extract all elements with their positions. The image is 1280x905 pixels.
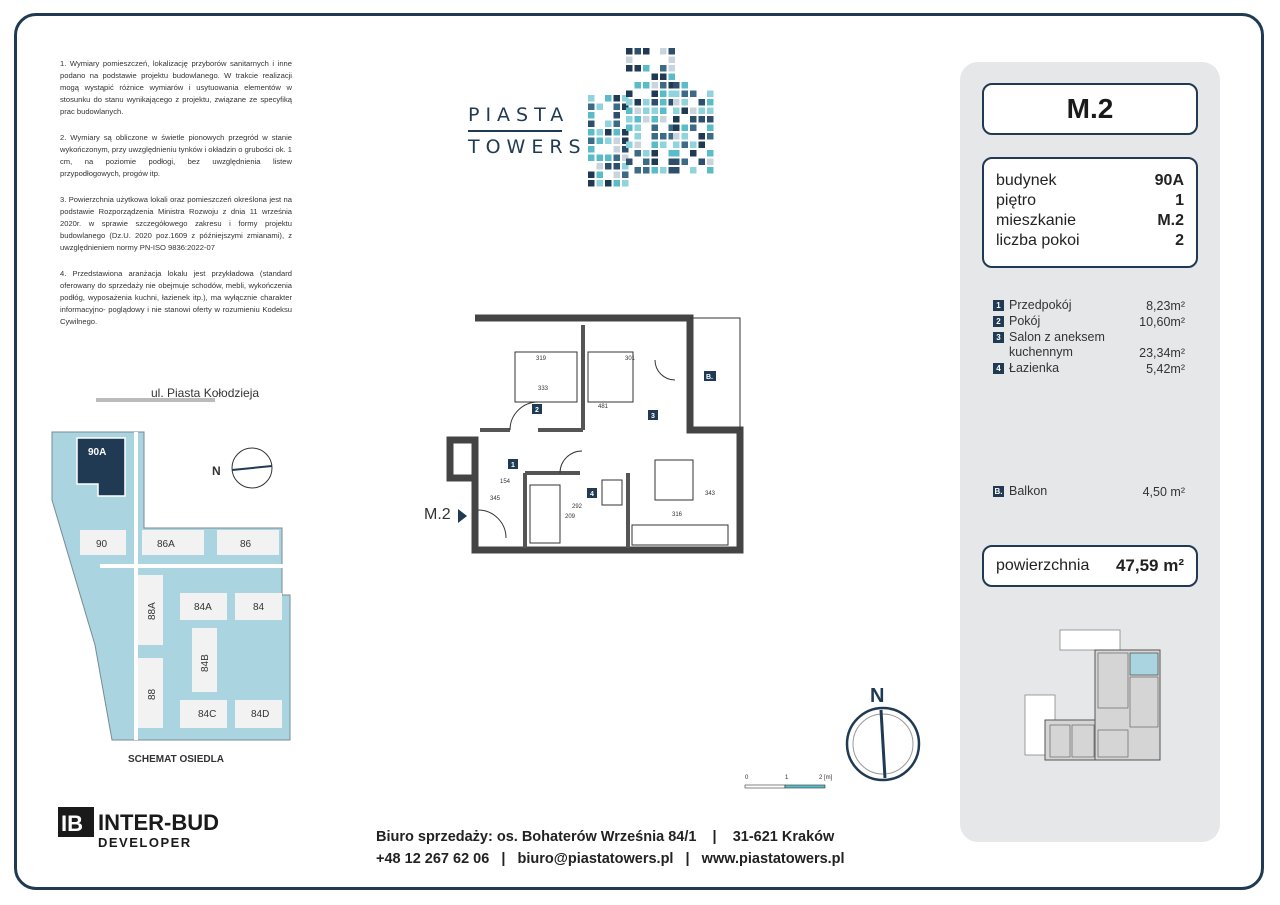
disclaimer-notes [60, 58, 292, 342]
logo-tile [643, 82, 650, 89]
logo-tile [635, 48, 642, 55]
logo-tile [635, 150, 642, 157]
logo-tile [652, 142, 659, 149]
room-number-badge: 2 [993, 316, 1004, 327]
logo-tile [690, 150, 697, 157]
balcony-row [993, 484, 1185, 500]
scale-label: 1 [785, 775, 789, 781]
logo-tile [643, 116, 650, 123]
room-name: Pokój [1009, 314, 1041, 328]
plan-dimension: 154 [500, 479, 511, 485]
plan-dimension: 209 [565, 514, 576, 520]
logo-tile [597, 138, 604, 145]
logo-tile [614, 121, 621, 128]
site-building-label: 84A [194, 602, 212, 613]
logo-tile [682, 108, 689, 115]
logo-tile [673, 133, 680, 140]
logo-tile [588, 112, 595, 119]
room-area: 10,60m² [1139, 315, 1185, 329]
info-label: liczba pokoi [996, 232, 1080, 249]
logo-tile [626, 91, 633, 98]
developer-mark: IB [61, 811, 83, 836]
logo-tile [614, 172, 621, 179]
plan-door-swing [478, 510, 506, 538]
logo-tile [707, 159, 714, 166]
logo-tile [588, 146, 595, 153]
logo-tile [652, 125, 659, 132]
logo-tile [660, 108, 667, 115]
contact-address: Biuro sprzedaży: os. Bohaterów Września 84/1 | 31-621 Kraków [376, 829, 835, 845]
site-building-label: 86 [240, 539, 252, 550]
info-row-floor [996, 191, 1184, 211]
plan-entrance-arrow-icon [458, 509, 467, 523]
contact-info [376, 826, 845, 870]
logo-tile [660, 116, 667, 123]
plan-kitchen-counter [632, 525, 728, 545]
floor-plan [420, 300, 760, 570]
logo-tile [660, 91, 667, 98]
contact-phone-email-web: +48 12 267 62 06 | biuro@piastatowers.pl | www.piastatowers.pl [376, 851, 845, 867]
logo-tile [673, 150, 680, 157]
note-1: 1. Wymiary pomieszczeń, lokalizację przyborów sanitarnych i inne podano na podstawie projektu budowlanego. W trakcie realizacji mogą wystąpić różnice wymiarów i usytuowania elementów w stosunku do stanu wynikającego z projektu, związane ze specyfiką prac budowlanych. [60, 59, 292, 116]
logo-tile [605, 95, 612, 102]
site-building-label: 88 [147, 688, 158, 700]
logo-tile [614, 155, 621, 162]
logo-tile [622, 180, 629, 187]
logo-tile [699, 108, 706, 115]
logo-tile [588, 95, 595, 102]
logo-tile [635, 116, 642, 123]
logo-tile [635, 65, 642, 72]
logo-tile [707, 116, 714, 123]
logo-tile [660, 74, 667, 81]
plan-room-tag: 3 [651, 413, 655, 420]
logo-tile [643, 159, 650, 166]
site-building-label: 84D [251, 709, 270, 720]
room-item [993, 298, 1185, 314]
logo-tile [690, 108, 697, 115]
logo-tile [673, 167, 680, 174]
logo-tile [626, 125, 633, 132]
note-3: 3. Powierzchnia użytkowa lokali oraz pomieszczeń określona jest na podstawie Rozporządzenia Ministra Rozwoju z dnia 11 września 2020r. w sprawie szczegółowego zakresu i formy projektu budowlanego (Dz.U. 2020 poz.1609 z późniejszymi zmianami), z uwzględnieniem normy PN-ISO 9836:2022-07 [60, 195, 292, 252]
logo-tile [673, 159, 680, 166]
logo-tile [635, 142, 642, 149]
logo-tile [643, 48, 650, 55]
logo-tile [660, 48, 667, 55]
developer-logo [58, 805, 248, 857]
logo-tile [682, 142, 689, 149]
site-building-label: 86A [157, 539, 175, 550]
room-item [993, 314, 1185, 330]
info-row-rooms [996, 231, 1184, 251]
plan-dimension: 316 [672, 512, 683, 518]
room-number-badge: 1 [993, 300, 1004, 311]
logo-tile [614, 112, 621, 119]
note-2: 2. Wymiary są obliczone w świetle pionowych przegród w stanie wykończonym, przy uwzględnieniu tynków i okładzin o grubości ok. 1 cm, na poziomie podłogi, bez uwzględnienia listew przypodłogowych, progów itp. [60, 133, 292, 178]
logo-tile [699, 116, 706, 123]
logo-tile [614, 163, 621, 170]
room-list [993, 298, 1185, 377]
logo-tile [669, 74, 676, 81]
logo-tile [673, 108, 680, 115]
site-plan [40, 380, 300, 780]
logo-tile [614, 146, 621, 153]
plan-dimension: 333 [538, 386, 549, 392]
logo-tile [682, 159, 689, 166]
logo-tile [652, 99, 659, 106]
unit-info-box [982, 157, 1198, 268]
logo-tile [690, 91, 697, 98]
site-building-label: 84B [200, 654, 211, 672]
logo-tile [643, 108, 650, 115]
logo-tile [690, 116, 697, 123]
logo-tile [652, 74, 659, 81]
info-row-building [996, 171, 1184, 191]
note-4: 4. Przedstawiona aranżacja lokalu jest przykładowa (standard oferowany do sprzedaży nie obejmuje schodów, mebli, wykończenia podłóg, wyposażenia kuchni, łazienek itp.), ma wyłącznie charakter informacyjno- poglądowy i nie stanowi oferty w rozumieniu Kodeksu Cywilnego. [60, 269, 292, 326]
logo-tile [652, 167, 659, 174]
logo-tile [652, 108, 659, 115]
logo-tile [673, 116, 680, 123]
plan-door-swing [655, 360, 675, 380]
towers-logo-graphic [468, 40, 758, 230]
plan-dimension: 345 [490, 496, 501, 502]
scale-label: 0 [745, 775, 749, 781]
logo-tile [626, 57, 633, 64]
logo-tile [673, 125, 680, 132]
plan-dimension: 319 [536, 356, 547, 362]
developer-subtitle: DEVELOPER [98, 835, 192, 850]
logo-tile [652, 159, 659, 166]
unit-title: M.2 [982, 83, 1198, 135]
plan-room-tag: 2 [535, 407, 539, 414]
info-label: piętro [996, 192, 1037, 209]
balcony-item [993, 484, 1185, 500]
room-name: Salon z aneksem kuchennym [1009, 330, 1105, 359]
logo-tile [614, 129, 621, 136]
room-number-badge: 4 [993, 363, 1004, 374]
info-label: budynek [996, 172, 1057, 189]
logo-tile [635, 125, 642, 132]
logo-tile [622, 172, 629, 179]
logo-tile [605, 180, 612, 187]
logo-tile [682, 99, 689, 106]
plan-dimension: 292 [572, 504, 583, 510]
north-compass-icon [840, 680, 930, 790]
logo-tile [588, 121, 595, 128]
plan-door-swing [560, 451, 582, 473]
logo-tile [614, 104, 621, 111]
logo-tile [707, 150, 714, 157]
logo-tile [673, 82, 680, 89]
logo-tile [699, 142, 706, 149]
plan-dimension: 343 [705, 491, 716, 497]
logo-tile [635, 99, 642, 106]
total-area-box [982, 545, 1198, 587]
brand-line-1: PIASTA [468, 104, 570, 126]
info-row-apartment [996, 211, 1184, 231]
logo-tile [643, 167, 650, 174]
plan-dimension: 301 [625, 356, 636, 362]
info-value: 2 [1175, 232, 1184, 249]
logo-tile [673, 99, 680, 106]
site-building-label: 84C [198, 709, 217, 720]
logo-tile [635, 82, 642, 89]
plan-room-tag: 4 [590, 491, 594, 498]
room-area: 5,42m² [1146, 362, 1185, 376]
plan-room-tag: B. [706, 374, 713, 381]
site-compass-label: N [212, 464, 221, 478]
info-label: mieszkanie [996, 212, 1077, 229]
compass-n-label: N [870, 685, 885, 707]
logo-tile [660, 133, 667, 140]
logo-tile [660, 99, 667, 106]
building-key-plan [1020, 625, 1170, 765]
info-value: M.2 [1157, 212, 1184, 229]
logo-tile [707, 133, 714, 140]
logo-tile [669, 48, 676, 55]
street-name: ul. Piasta Kołodzieja [151, 386, 260, 400]
site-building-label: 88A [147, 602, 158, 620]
logo-tile [707, 167, 714, 174]
logo-tile [588, 180, 595, 187]
logo-tile [673, 142, 680, 149]
logo-tile [626, 48, 633, 55]
scale-label: 2 [m] [819, 775, 833, 781]
logo-tile [614, 138, 621, 145]
logo-tile [652, 150, 659, 157]
logo-tile [635, 133, 642, 140]
logo-tile [682, 133, 689, 140]
room-area: 8,23m² [1146, 299, 1185, 313]
site-plan-title: SCHEMAT OSIEDLA [128, 754, 224, 765]
logo-tile [707, 125, 714, 132]
logo-tile [652, 133, 659, 140]
logo-tile [707, 91, 714, 98]
plan-table [655, 460, 693, 500]
logo-tile [682, 125, 689, 132]
logo-tile [626, 116, 633, 123]
balcony-area: 4,50 m² [1142, 485, 1185, 499]
logo-tile [626, 142, 633, 149]
logo-tile [652, 91, 659, 98]
logo-tile [635, 167, 642, 174]
logo-tile [605, 129, 612, 136]
logo-tile [699, 159, 706, 166]
logo-tile [605, 155, 612, 162]
logo-tile [669, 57, 676, 64]
site-building-label: 84 [253, 602, 265, 613]
logo-tile [605, 138, 612, 145]
logo-tile [597, 155, 604, 162]
total-area-value: 47,59 m² [1115, 556, 1184, 575]
logo-tile [588, 172, 595, 179]
logo-tile [588, 104, 595, 111]
balcony-name: Balkon [1009, 484, 1048, 498]
info-value: 1 [1175, 192, 1184, 209]
plan-room-tag: 1 [511, 462, 515, 469]
logo-tile [652, 82, 659, 89]
logo-tile [690, 167, 697, 174]
key-plan-unit-highlight [1130, 653, 1158, 675]
logo-tile [626, 159, 633, 166]
logo-tile [588, 129, 595, 136]
total-area-label: powierzchnia [996, 557, 1090, 574]
logo-tile [660, 167, 667, 174]
logo-tile [605, 163, 612, 170]
room-area: 23,34m² [1139, 346, 1185, 360]
logo-tile [699, 99, 706, 106]
logo-tile [643, 150, 650, 157]
logo-tile [707, 99, 714, 106]
logo-tile [660, 65, 667, 72]
logo-tile [643, 99, 650, 106]
logo-tile [614, 95, 621, 102]
logo-tile [588, 155, 595, 162]
logo-tile [669, 65, 676, 72]
logo-tile [652, 116, 659, 123]
logo-tile [699, 133, 706, 140]
logo-tile [597, 129, 604, 136]
logo-tile [673, 91, 680, 98]
logo-tile [660, 142, 667, 149]
logo-tile [597, 104, 604, 111]
logo-tile [597, 172, 604, 179]
room-name: Przedpokój [1009, 298, 1072, 312]
info-value: 90A [1154, 172, 1184, 189]
site-building-label: 90A [88, 447, 107, 458]
logo-tile [690, 125, 697, 132]
logo-tile [660, 82, 667, 89]
logo-tile [626, 99, 633, 106]
plan-dimension: 481 [598, 404, 609, 410]
logo-tile [626, 108, 633, 115]
scale-bar [740, 770, 833, 800]
logo-tile [614, 180, 621, 187]
logo-tile [643, 65, 650, 72]
logo-tile [597, 180, 604, 187]
logo-tile [588, 138, 595, 145]
room-item [993, 361, 1185, 377]
plan-washer [602, 480, 622, 505]
site-building-label: 90 [96, 539, 108, 550]
logo-tile [597, 163, 604, 170]
brand-line-2: TOWERS [468, 135, 587, 158]
logo-tile [690, 142, 697, 149]
plan-bathtub [530, 485, 560, 543]
developer-name: INTER-BUD [98, 810, 219, 835]
logo-tile [605, 121, 612, 128]
room-name: Łazienka [1009, 361, 1060, 375]
balcony-badge: B. [994, 487, 1003, 496]
logo-tile [635, 108, 642, 115]
logo-tile [707, 108, 714, 115]
plan-unit-label: M.2 [424, 506, 451, 523]
room-item [993, 330, 1185, 361]
logo-tile [682, 91, 689, 98]
room-number-badge: 3 [993, 332, 1004, 343]
logo-tile [626, 65, 633, 72]
logo-tile [682, 82, 689, 89]
